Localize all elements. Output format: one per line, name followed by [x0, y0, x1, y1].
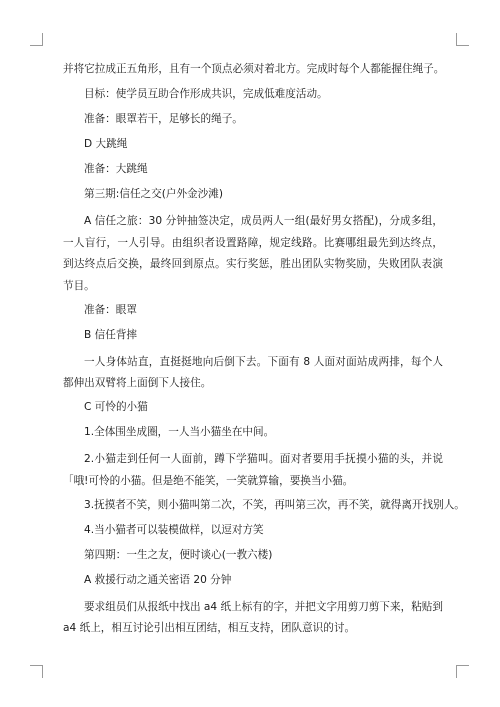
- list-item: 4.当小猫者可以装模做样，以逗对方笑: [84, 523, 264, 536]
- section-heading: A 救援行动之通关密语 20 分钟: [84, 573, 232, 586]
- section-heading: C 可怜的小猫: [84, 401, 148, 413]
- list-item: 2.小猫走到任何一人面前，蹲下学猫叫。面对者要用手抚摸小猫的头，并说「哦!可怜的小猫。但是绝不能笑，一笑就算输，要换当小猫。: [63, 453, 443, 487]
- paragraph: 一人身体站直，直挺挺地向后倒下去。下面有 8 人面对面站成两排，每个人都伸出双臂将上面倒下人接住。: [63, 355, 443, 389]
- section-heading: 第四期：一生之友，便时谈心(一教六楼): [84, 548, 273, 561]
- crop-mark-bottom-right: [456, 665, 469, 678]
- document-body: [63, 61, 465, 640]
- paragraph: 准备：大跳绳: [84, 163, 148, 175]
- paragraph: 要求组员们从报纸中找出 a4 纸上标有的字，并把文字用剪刀剪下来，粘贴到 a4 纸上，相互讨论引出相互团结，相互支持，团队意识的讨。: [63, 600, 443, 634]
- paragraph: 准备：眼罩: [84, 303, 137, 316]
- paragraph: 目标：使学员互助合作形成共识，完成低难度活动。: [84, 88, 328, 100]
- paragraph: 并将它拉成正五角形，且有一个顶点必须对着北方。完成时每个人都能握住绳子。: [63, 63, 445, 75]
- section-heading: B 信任背摔: [84, 328, 138, 341]
- list-item: 1.全体围坐成圈，一人当小猫坐在中间。: [84, 426, 275, 438]
- crop-mark-bottom-left: [30, 665, 43, 678]
- paragraph: 准备：眼罩若干，足够长的绳子。: [84, 113, 243, 125]
- list-item: 3.抚摸者不笑，则小猫叫第二次，不笑，再叫第三次，再不笑，就得离开找别人。: [84, 498, 465, 511]
- section-heading: 第三期:信任之交(户外金沙滩): [84, 188, 223, 200]
- paragraph: A 信任之旅：30 分钟抽签决定，成员两人一组(最好男女搭配)，分成多组，一人盲行，一人引导。由组织者设置路障，规定线路。比赛哪组最先到达终点，到达终点后交换，最终回到原点。实行奖惩，胜出团队实物奖励，失败团队表演节目。: [63, 215, 443, 292]
- crop-mark-top-right: [456, 33, 469, 46]
- section-heading: D 大跳绳: [84, 138, 128, 150]
- crop-mark-top-left: [30, 33, 43, 46]
